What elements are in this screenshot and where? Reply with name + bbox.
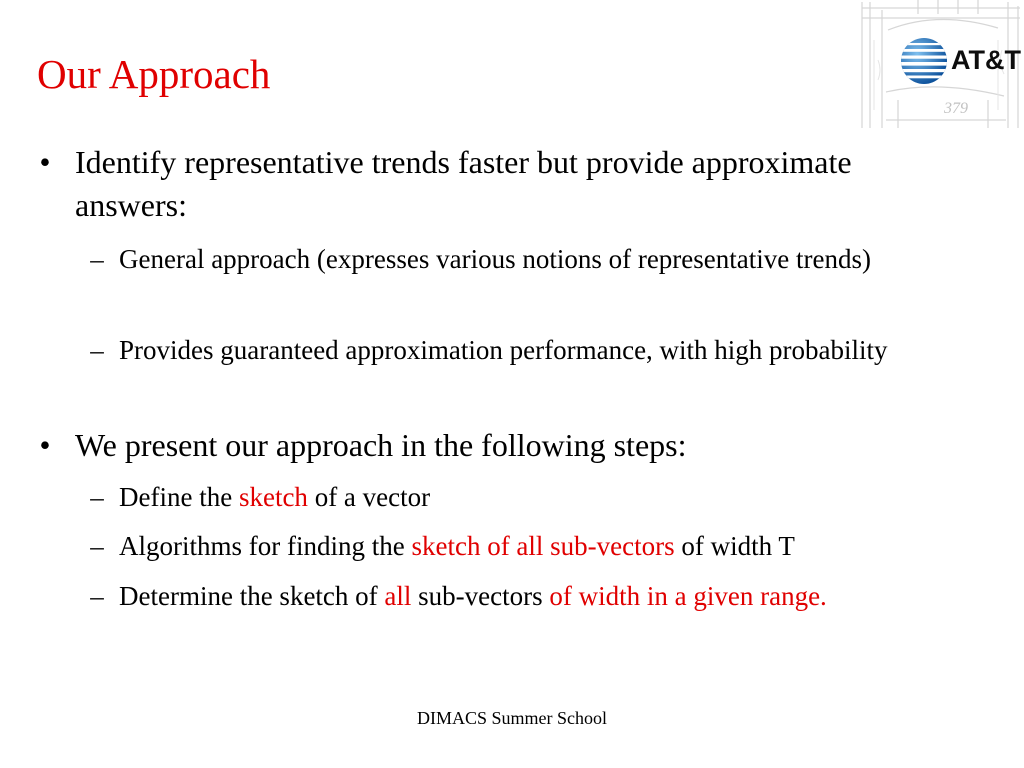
sub-bullet-marker: – bbox=[90, 244, 104, 274]
bullet-item bbox=[39, 424, 875, 467]
logo-area bbox=[858, 0, 1024, 132]
sub-bullet-marker: – bbox=[90, 581, 104, 611]
slide-title: Our Approach bbox=[37, 51, 271, 97]
att-globe-icon bbox=[900, 37, 948, 85]
highlight-text: sketch of all sub-vectors bbox=[411, 531, 675, 561]
sub-bullet-marker: – bbox=[90, 482, 104, 512]
bullet-text: We present our approach in the following steps: bbox=[75, 427, 687, 463]
highlight-text: all bbox=[384, 581, 412, 611]
sub-bullet-text: General approach (expresses various notions of representative trends) bbox=[119, 244, 871, 274]
slide-footer: DIMACS Summer School bbox=[416, 708, 607, 728]
bullet-marker: • bbox=[39, 144, 51, 180]
bullet-item bbox=[39, 141, 875, 227]
highlight-text: sketch bbox=[238, 482, 308, 512]
sub-bullet-text: Determine the sketch of all sub-vectors of width in a given range. bbox=[119, 581, 827, 611]
sub-bullet-text: Provides guaranteed approximation performance, with high probability bbox=[119, 335, 888, 365]
bullet-text: Identify representative trends faster but provide approximate answers: bbox=[75, 144, 852, 223]
sub-bullet-text: Define the sketch of a vector bbox=[119, 482, 431, 512]
sub-bullet-marker: – bbox=[90, 335, 104, 365]
logo-brand-text: AT&T bbox=[951, 45, 1021, 75]
sub-bullet-marker: – bbox=[90, 531, 104, 561]
highlight-text: of width in a given range. bbox=[549, 581, 827, 611]
sub-bullet-item bbox=[90, 577, 989, 616]
sub-bullet-text: Algorithms for finding the sketch of all sub-vectors of width T bbox=[119, 531, 795, 561]
sub-bullet-item bbox=[90, 240, 989, 279]
sub-bullet-item bbox=[90, 331, 989, 370]
bullet-marker: • bbox=[39, 427, 51, 463]
sub-bullet-item bbox=[90, 527, 989, 566]
logo-year-mark: 379 bbox=[944, 100, 968, 117]
sub-bullet-item bbox=[90, 478, 989, 517]
